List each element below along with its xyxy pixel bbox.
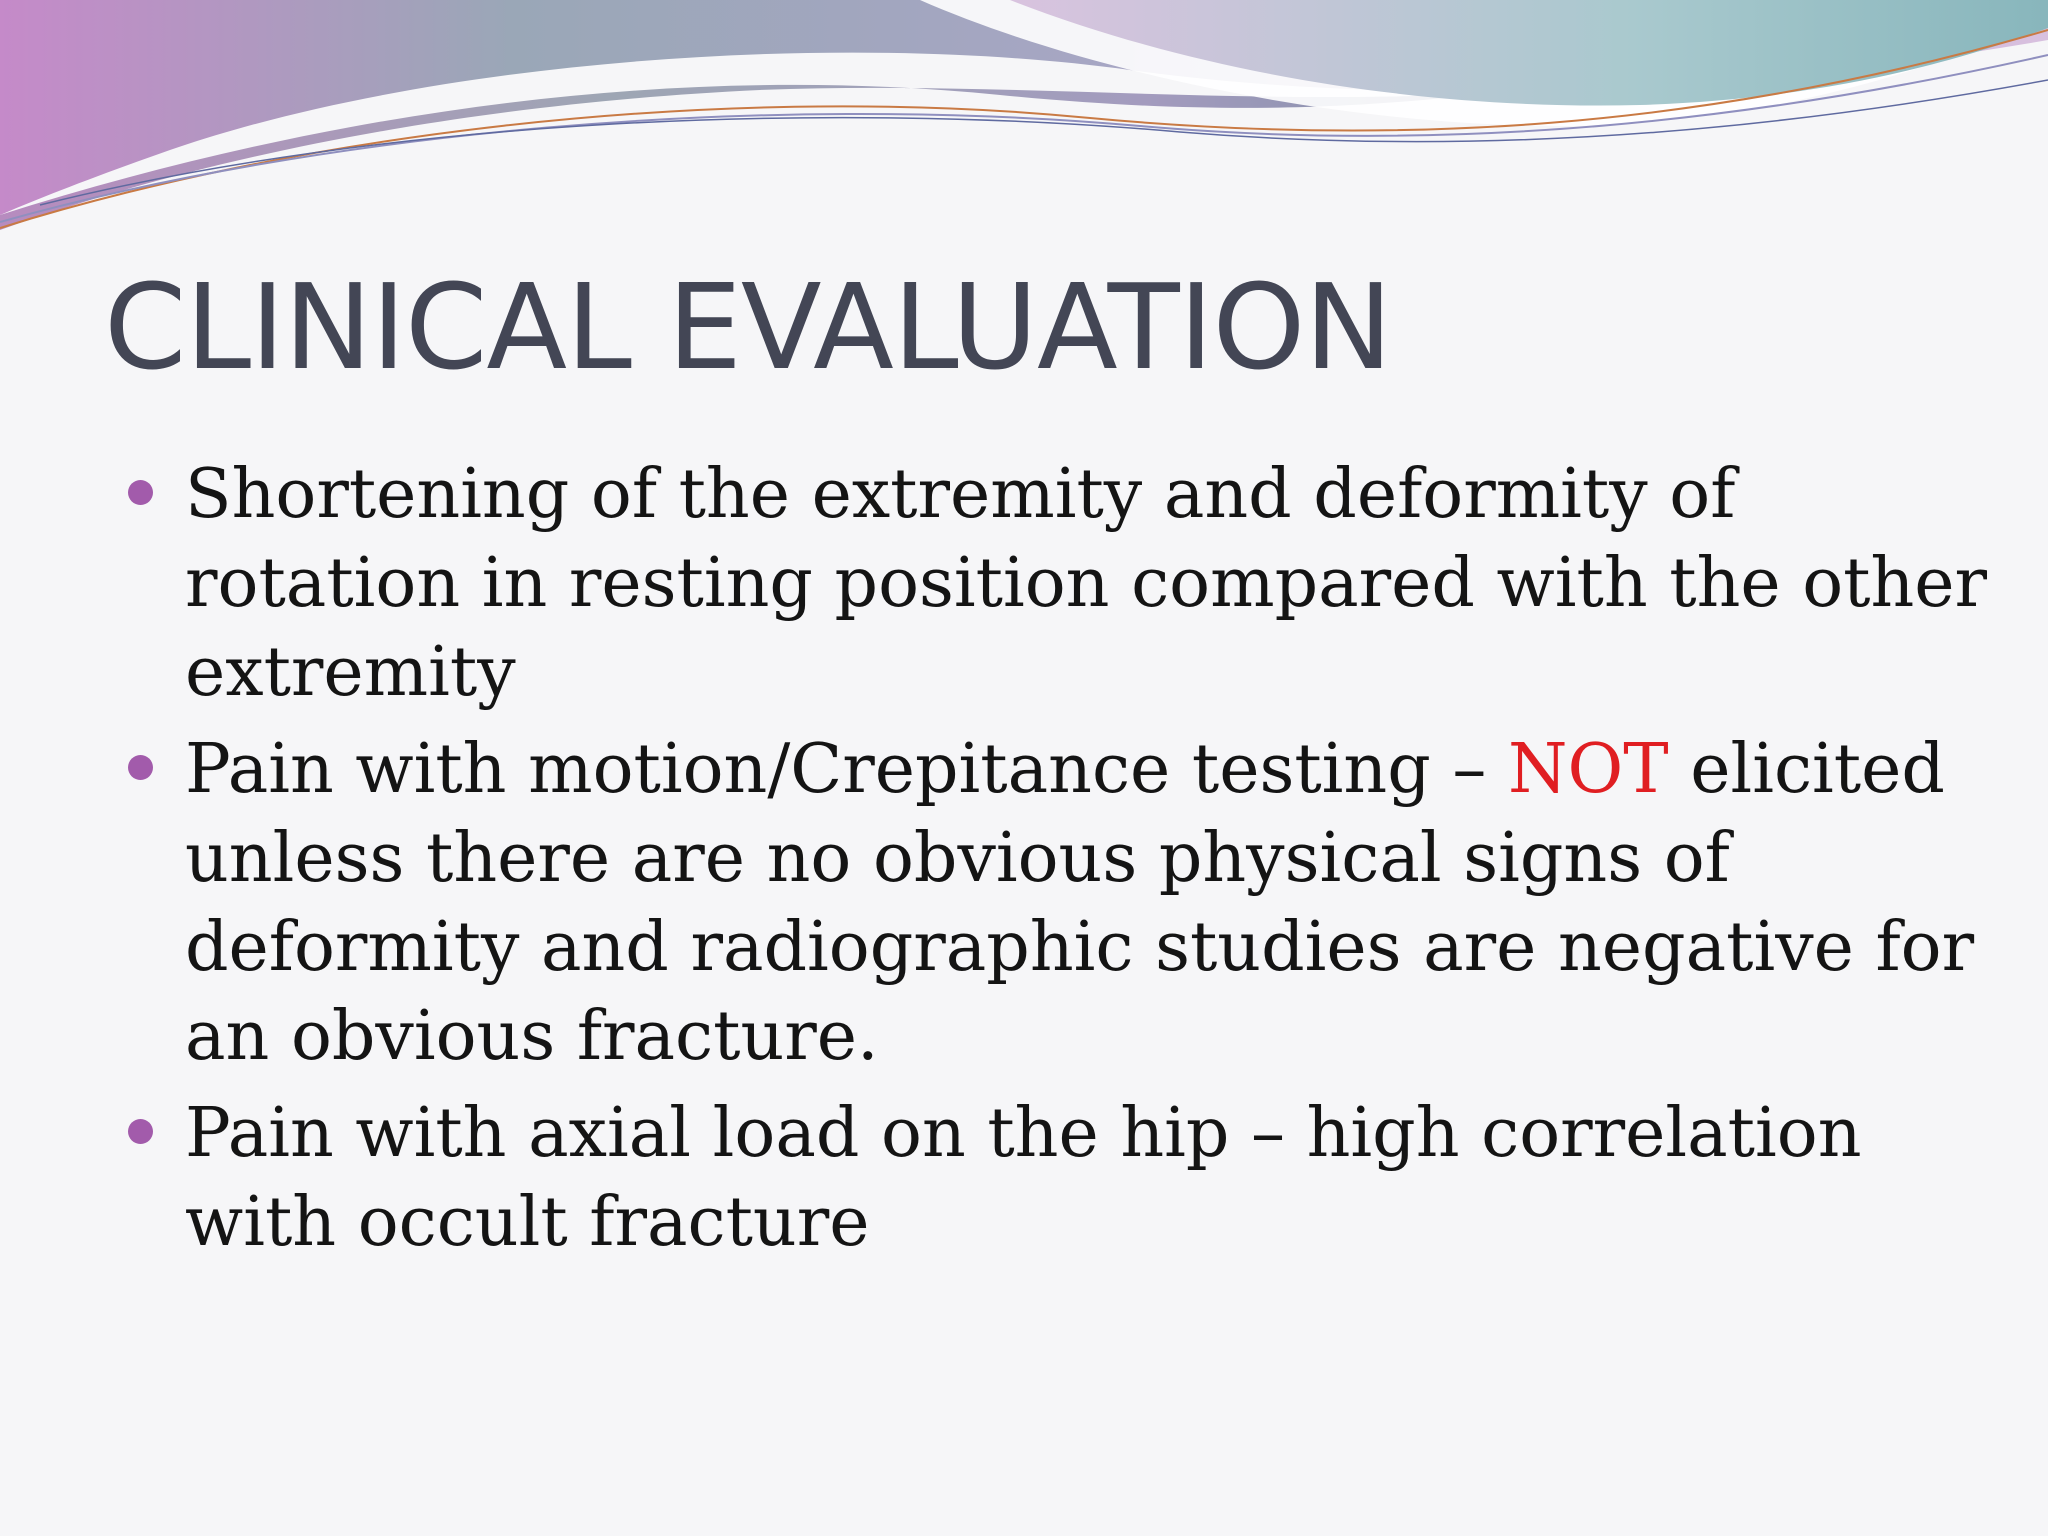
bullet-dot-icon <box>128 480 153 505</box>
bullet-item-2 <box>128 725 1988 1081</box>
bullet-emphasis-not: NOT <box>1507 730 1669 809</box>
bullet-item-3 <box>128 1089 1988 1267</box>
slide-title: CLINICAL EVALUATION <box>104 258 1392 396</box>
bullet-dot-icon <box>128 1119 153 1144</box>
bullet-text: Pain with axial load on the hip – high correlation with occult fracture <box>185 1094 1862 1262</box>
bullet-dot-icon <box>128 755 153 780</box>
bullet-text: Shortening of the extremity and deformity of rotation in resting position compared with the other extremity <box>185 455 1988 712</box>
bullet-text-after: elicited unless there are no obvious physical signs of deformity and radiographic studies are negative for an obvious fracture. <box>185 730 1975 1076</box>
header-wave-decoration <box>0 0 2048 240</box>
bullet-list <box>128 450 1988 1275</box>
bullet-text-before: Pain with motion/Crepitance testing – <box>185 730 1508 809</box>
bullet-item-1 <box>128 450 1988 717</box>
